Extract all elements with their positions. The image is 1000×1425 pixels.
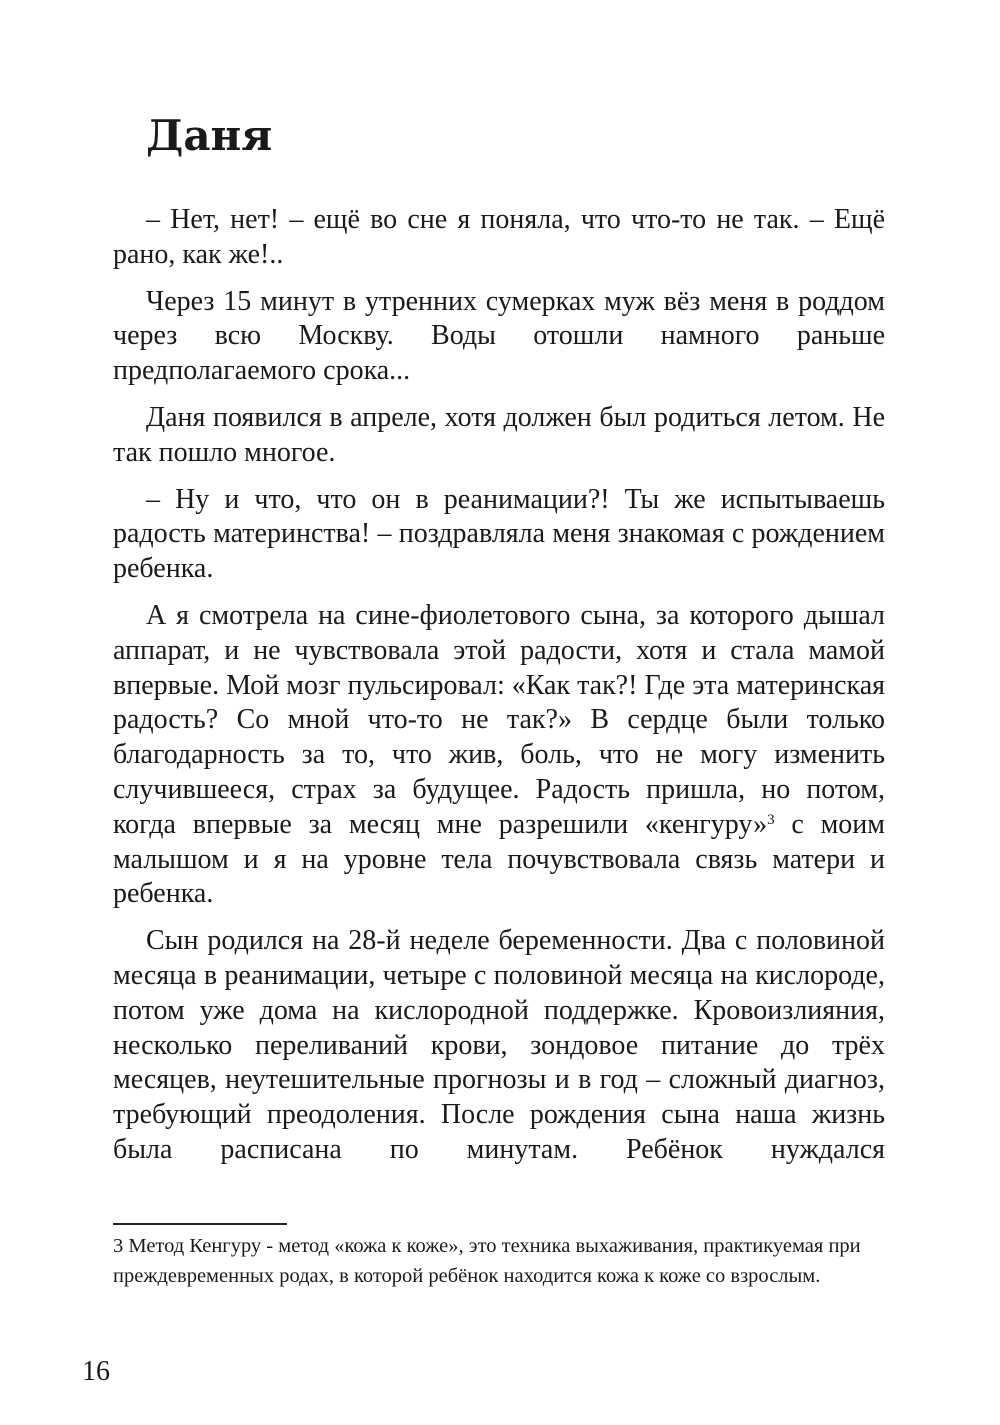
body-text	[113, 203, 885, 1168]
page-title: Даня	[146, 111, 273, 160]
footnote: 3 Метод Кенгуру - метод «кожа к коже», это техника выхаживания, практикуемая при преждевременных родах, в которой ребёнок находится кожа к коже со взрослым.	[113, 1235, 861, 1287]
paragraph-3: Даня появился в апреле, хотя должен был родиться летом. Не так пошло многое.	[113, 401, 885, 468]
page-number: 16	[82, 1356, 110, 1387]
paragraph-5	[113, 599, 885, 912]
paragraph-2: Через 15 минут в утренних сумерках муж вёз меня в роддом через всю Москву. Воды отошли намного раньше предполагаемого срока...	[113, 285, 885, 387]
paragraph-4: – Ну и что, что он в реанимации?! Ты же испытываешь радость материнства! – поздравляла меня знакомая с рождением ребенка.	[113, 483, 885, 585]
paragraph-6: Сын родился на 28-й неделе беременности. Два с половиной месяца в реанимации, четыре с половиной месяца на кислороде, потом уже дома на кислородной поддержке. Кровоизлияния, несколько переливаний крови, зондовое питание до трёх месяцев, неутешительные прогнозы и в год – сложный диагноз, требующий преодоления. После рождения сына наша жизнь была расписана по минутам. Ребёнок нуждался	[113, 925, 885, 1165]
paragraph-5-text-before: А я смотрела на сине-фиолетового сына, за которого дышал аппарат, и не чувствовала этой радости, хотя и стала мамой впервые. Мой мозг пульсировал: «Как так?! Где эта материнская радость? Со мной что-то не так?» В сердце были только благодарность за то, что жив, боль, что не могу изменить случившееся, страх за будущее. Радость пришла, но потом, когда впервые за месяц мне разрешили «кенгуру»	[113, 599, 885, 840]
footnote-divider	[113, 1223, 287, 1225]
paragraph-5-text-after: с моим малышом и я на уровне тела почувствовала связь матери и ребенка.	[113, 808, 886, 910]
paragraph-1: – Нет, нет! – ещё во сне я поняла, что что-то не так. – Ещё рано, как же!..	[113, 204, 885, 270]
footnote-reference: 3	[767, 811, 775, 828]
